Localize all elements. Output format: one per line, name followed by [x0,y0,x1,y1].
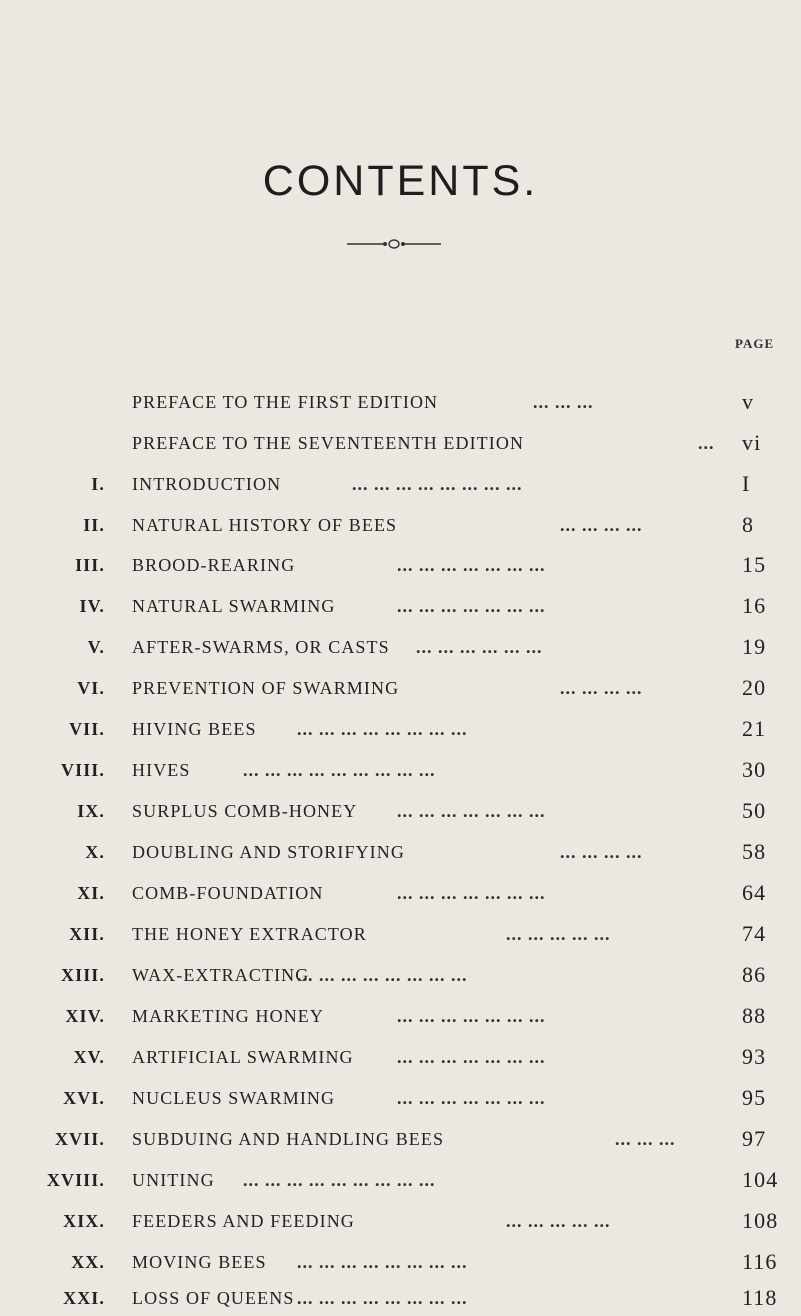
leader-dots: ... ... ... ... ... ... ... [397,1006,546,1026]
toc-entry [0,469,801,499]
page-column-header: PAGE [735,336,775,351]
toc-entry [0,1001,801,1031]
chapter-number: XIX. [63,1211,105,1231]
page-number: 86 [742,962,767,987]
chapter-number: III. [75,555,105,575]
chapter-number: XVI. [63,1088,105,1108]
chapter-title: NATURAL HISTORY OF BEES [132,515,398,535]
toc-entry [0,1283,801,1313]
chapter-number: VII. [69,719,105,739]
leader-dots: ... ... ... ... [560,842,643,862]
toc-entry [0,673,801,703]
page-number: 30 [742,757,767,782]
page-number: 58 [742,839,767,864]
page-number: 21 [742,716,767,741]
chapter-number: XXI. [63,1288,105,1308]
page-number: 97 [742,1126,767,1151]
chapter-number: XIII. [60,965,105,985]
page-number: 15 [742,552,767,577]
leader-dots: ... ... ... [615,1129,676,1149]
toc-entry [0,510,801,540]
toc-entry [0,1206,801,1236]
chapter-title: AFTER-SWARMS, OR CASTS [132,637,390,657]
chapter-title: DOUBLING AND STORIFYING [132,842,405,862]
chapter-number: V. [87,637,105,657]
page-number: 8 [742,512,755,537]
leader-dots: ... ... ... ... ... ... ... [397,555,546,575]
leader-dots: ... ... ... ... ... ... ... [397,596,546,616]
chapter-number: XVII. [54,1129,105,1149]
leader-dots: ... ... ... ... ... ... ... ... ... [243,1170,436,1190]
leader-dots: ... ... ... ... ... ... ... ... [297,965,468,985]
toc-entry [0,428,801,458]
page-number: I [742,471,751,496]
page-number: 104 [742,1167,779,1192]
chapter-number: VIII. [60,760,105,780]
toc-entry [0,550,801,580]
chapter-title: PREFACE TO THE FIRST EDITION [132,392,439,412]
toc-entry [0,837,801,867]
toc-entry [0,1124,801,1154]
leader-dots: ... ... ... ... ... ... ... ... [297,719,468,739]
chapter-title: MARKETING HONEY [132,1006,324,1026]
leader-dots: ... ... ... ... ... ... ... ... ... [243,760,436,780]
chapter-title: COMB-FOUNDATION [132,883,324,903]
chapter-title: LOSS OF QUEENS [132,1288,295,1308]
page-number: 95 [742,1085,767,1110]
page-number: 93 [742,1044,767,1069]
page-number: 19 [742,634,767,659]
page-number: 118 [742,1285,778,1310]
leader-dots: ... ... ... ... ... [506,924,611,944]
chapter-number: II. [83,515,105,535]
toc-entry [0,755,801,785]
toc-entry [0,1247,801,1277]
chapter-title: ARTIFICIAL SWARMING [132,1047,354,1067]
chapter-number: XII. [69,924,105,944]
leader-dots: ... ... ... ... ... [506,1211,611,1231]
chapter-title: BROOD-REARING [132,555,296,575]
toc-entry [0,1083,801,1113]
leader-dots: ... ... ... ... ... ... ... [397,1088,546,1108]
chapter-title: SUBDUING AND HANDLING BEES [132,1129,445,1149]
page-title: CONTENTS. [262,157,539,205]
chapter-number: XIV. [65,1006,105,1026]
leader-dots: ... ... ... ... ... ... ... ... [297,1252,468,1272]
leader-dots: ... ... ... ... ... ... ... [397,883,546,903]
page-number: 64 [742,880,767,905]
chapter-title: HIVES [132,760,191,780]
toc-entry [0,387,801,417]
page-number: 20 [742,675,767,700]
chapter-title: HIVING BEES [132,719,257,739]
chapter-title: NUCLEUS SWARMING [132,1088,336,1108]
chapter-number: XV. [73,1047,105,1067]
leader-dots: ... ... ... ... [560,515,643,535]
page-number: 108 [742,1208,779,1233]
chapter-number: XI. [77,883,105,903]
page-number: 116 [742,1249,778,1274]
leader-dots: ... [698,433,715,453]
chapter-number: XVIII. [46,1170,105,1190]
ornament-divider [347,238,441,250]
toc-entry [0,714,801,744]
chapter-number: XX. [71,1252,105,1272]
page-number: 16 [742,593,767,618]
toc-entry [0,919,801,949]
chapter-title: PREVENTION OF SWARMING [132,678,400,698]
leader-dots: ... ... ... ... [560,678,643,698]
page-number: v [742,389,755,414]
toc-entry [0,591,801,621]
chapter-title: SURPLUS COMB-HONEY [132,801,358,821]
chapter-number: IV. [79,596,105,616]
chapter-number: VI. [77,678,105,698]
leader-dots: ... ... ... ... ... ... ... [397,1047,546,1067]
chapter-title: UNITING [132,1170,215,1190]
chapter-title: NATURAL SWARMING [132,596,336,616]
chapter-title: PREFACE TO THE SEVENTEENTH EDITION [132,433,525,453]
chapter-number: I. [91,474,105,494]
leader-dots: ... ... ... ... ... ... ... [397,801,546,821]
toc-entry [0,632,801,662]
chapter-title: THE HONEY EXTRACTOR [132,924,367,944]
toc-entry [0,1165,801,1195]
page-number: 88 [742,1003,767,1028]
chapter-number: X. [85,842,105,862]
toc-entry [0,960,801,990]
leader-dots: ... ... ... [533,392,594,412]
leader-dots: ... ... ... ... ... ... ... ... [352,474,523,494]
chapter-title: WAX-EXTRACTING [132,965,310,985]
page-number: vi [742,430,762,455]
chapter-title: FEEDERS AND FEEDING [132,1211,355,1231]
chapter-number: IX. [77,801,105,821]
toc-entry [0,1042,801,1072]
toc-entry [0,878,801,908]
page-number: 74 [742,921,767,946]
leader-dots: ... ... ... ... ... ... [416,637,543,657]
page-number: 50 [742,798,767,823]
leader-dots: ... ... ... ... ... ... ... ... [297,1288,468,1308]
chapter-title: MOVING BEES [132,1252,267,1272]
chapter-title: INTRODUCTION [132,474,282,494]
toc-entry [0,796,801,826]
